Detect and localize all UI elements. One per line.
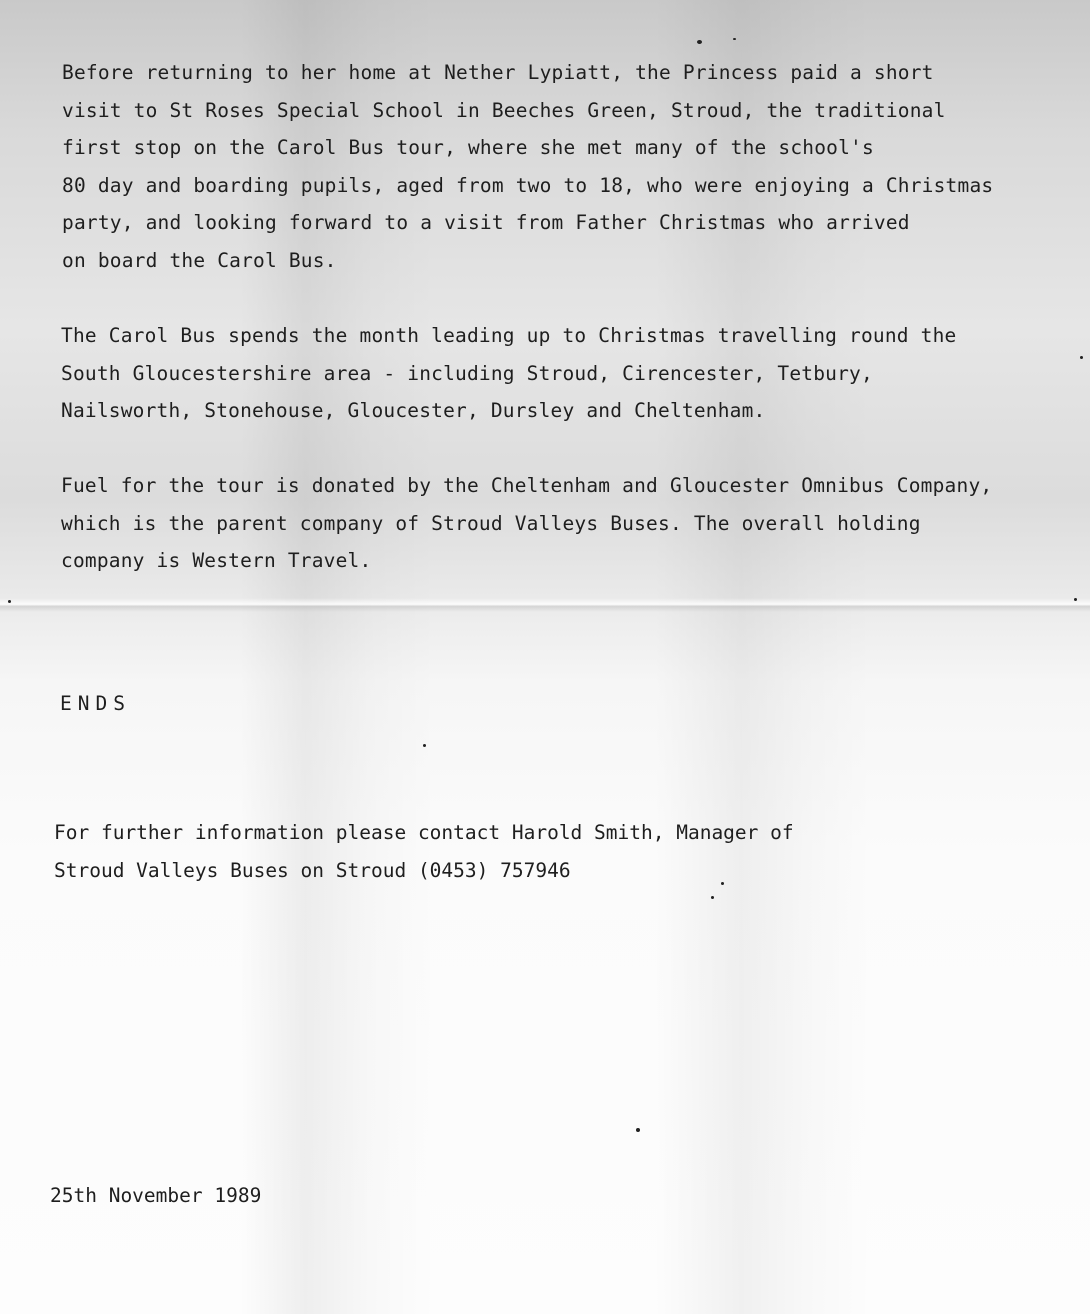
text-line: Nailsworth, Stonehouse, Gloucester, Dursley and Cheltenham. [61,399,766,422]
paragraph-fuel-donation [61,467,992,580]
text-line: South Gloucestershire area - including Stroud, Cirencester, Tetbury, [61,361,873,385]
ink-speck [1080,356,1083,359]
text-line: on board the Carol Bus. [62,248,337,272]
text-line: Fuel for the tour is donated by the Cheltenham and Gloucester Omnibus Company, [61,474,993,497]
text-line: 80 day and boarding pupils, aged from two to 18, who were enjoying a Christmas [62,173,994,197]
ink-speck [423,744,426,747]
text-line: party, and looking forward to a visit from Father Christmas who arrived [62,211,910,234]
ink-speck [636,1128,640,1132]
text-line: For further information please contact Harold Smith, Manager of [54,821,794,844]
text-line: visit to St Roses Special School in Beeches Green, Stroud, the traditional [62,98,946,122]
text-line: Stroud Valleys Buses on Stroud (0453) 757946 [54,858,571,882]
ink-speck [8,600,11,603]
paragraph-princess-visit [62,54,993,279]
document-date: 25th November 1989 [50,1184,262,1207]
paragraph-carol-bus-route [61,317,957,430]
text-line: first stop on the Carol Bus tour, where she met many of the school's [62,136,874,159]
ink-speck [733,38,736,40]
ends-marker: ENDS [60,692,131,715]
text-line: company is Western Travel. [61,549,372,572]
ink-speck [721,882,724,885]
ink-speck [711,896,714,899]
ink-speck [697,40,702,44]
paper-fold-crease [0,598,1090,612]
text-line: Before returning to her home at Nether Lypiatt, the Princess paid a short [62,61,934,84]
ink-speck [1074,598,1077,601]
text-line: which is the parent company of Stroud Valleys Buses. The overall holding [61,511,921,535]
text-line: The Carol Bus spends the month leading up to Christmas travelling round the [61,324,957,347]
contact-information [54,814,794,889]
